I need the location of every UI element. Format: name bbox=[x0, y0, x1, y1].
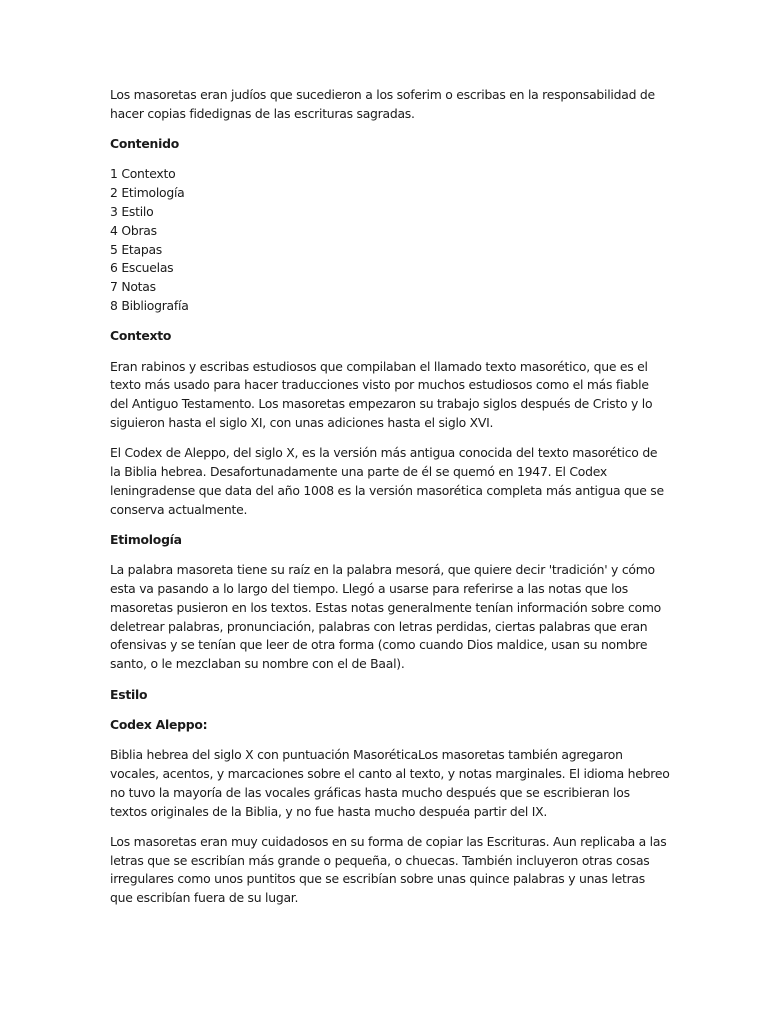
subheading-codex-aleppo: Codex Aleppo: bbox=[110, 716, 208, 732]
toc-item-bibliografia: 8 Bibliografía bbox=[110, 297, 189, 313]
document-page bbox=[110, 86, 670, 919]
toc-item-obras: 4 Obras bbox=[110, 222, 157, 238]
section-heading-etimologia: Etimología bbox=[110, 531, 182, 547]
section-heading-estilo: Estilo bbox=[110, 686, 148, 702]
contexto-paragraph-1: Eran rabinos y escribas estudiosos que compilaban el llamado texto masorético, que es el texto más usado para hacer traducciones visto por muchos estudiosos como el más fiable del Antiguo Testamento. Los masoretas empezaron su trabajo siglos después de Cristo y lo siguieron hasta el siglo XI, con unas adiciones hasta el siglo XVI. bbox=[110, 358, 653, 430]
table-of-contents bbox=[110, 165, 670, 315]
toc-item-estilo: 3 Estilo bbox=[110, 203, 154, 219]
toc-item-notas: 7 Notas bbox=[110, 279, 156, 295]
toc-item-etimologia: 2 Etimología bbox=[110, 185, 185, 201]
etimologia-paragraph: La palabra masoreta tiene su raíz en la palabra mesorá, que quiere decir 'tradición' y cómo esta va pasando a lo largo del tiempo. Llegó a usarse para referirse a las notas que los masoretas pusieron en los textos. Estas notas generalmente tenían información sobre como deletrear palabras, pronunciación, palabras con letras perdidas, ciertas palabras que eran ofensivas y se tenían que leer de otra forma (como cuando Dios maldice, usan su nombre santo, o le mezclaban su nombre con el de Baal). bbox=[110, 562, 661, 672]
contents-heading: Contenido bbox=[110, 136, 179, 152]
estilo-paragraph-2: Los masoretas eran muy cuidadosos en su forma de copiar las Escrituras. Aun replicaba a las letras que se escribían más grande o pequeña, o chuecas. También incluyeron otras cosas irregulares como unos puntitos que se escribían sobre unas quince palabras y unas letras que escribían fuera de su lugar. bbox=[110, 833, 667, 906]
intro-paragraph: Los masoretas eran judíos que sucedieron a los soferim o escribas en la responsabilidad de hacer copias fidedignas de las escrituras sagradas. bbox=[110, 87, 655, 121]
toc-item-escuelas: 6 Escuelas bbox=[110, 260, 174, 276]
estilo-paragraph-1: Biblia hebrea del siglo X con puntuación MasoréticaLos masoretas también agregaron vocales, acentos, y marcaciones sobre el canto al texto, y notas marginales. El idioma hebreo no tuvo la mayoría de las vocales gráficas hasta mucho después que se escribieran los textos originales de la Biblia, y no fue hasta mucho despuéa partir del IX. bbox=[110, 747, 670, 819]
toc-item-etapas: 5 Etapas bbox=[110, 241, 163, 257]
contexto-paragraph-2: El Codex de Aleppo, del siglo X, es la versión más antigua conocida del texto masorético de la Biblia hebrea. Desafortunadamente una parte de él se quemó en 1947. El Codex leningradense que data del año 1008 es la versión masorética completa más antigua que se conserva actualmente. bbox=[110, 445, 664, 517]
section-heading-contexto: Contexto bbox=[110, 328, 172, 344]
toc-item-contexto: 1 Contexto bbox=[110, 166, 176, 182]
